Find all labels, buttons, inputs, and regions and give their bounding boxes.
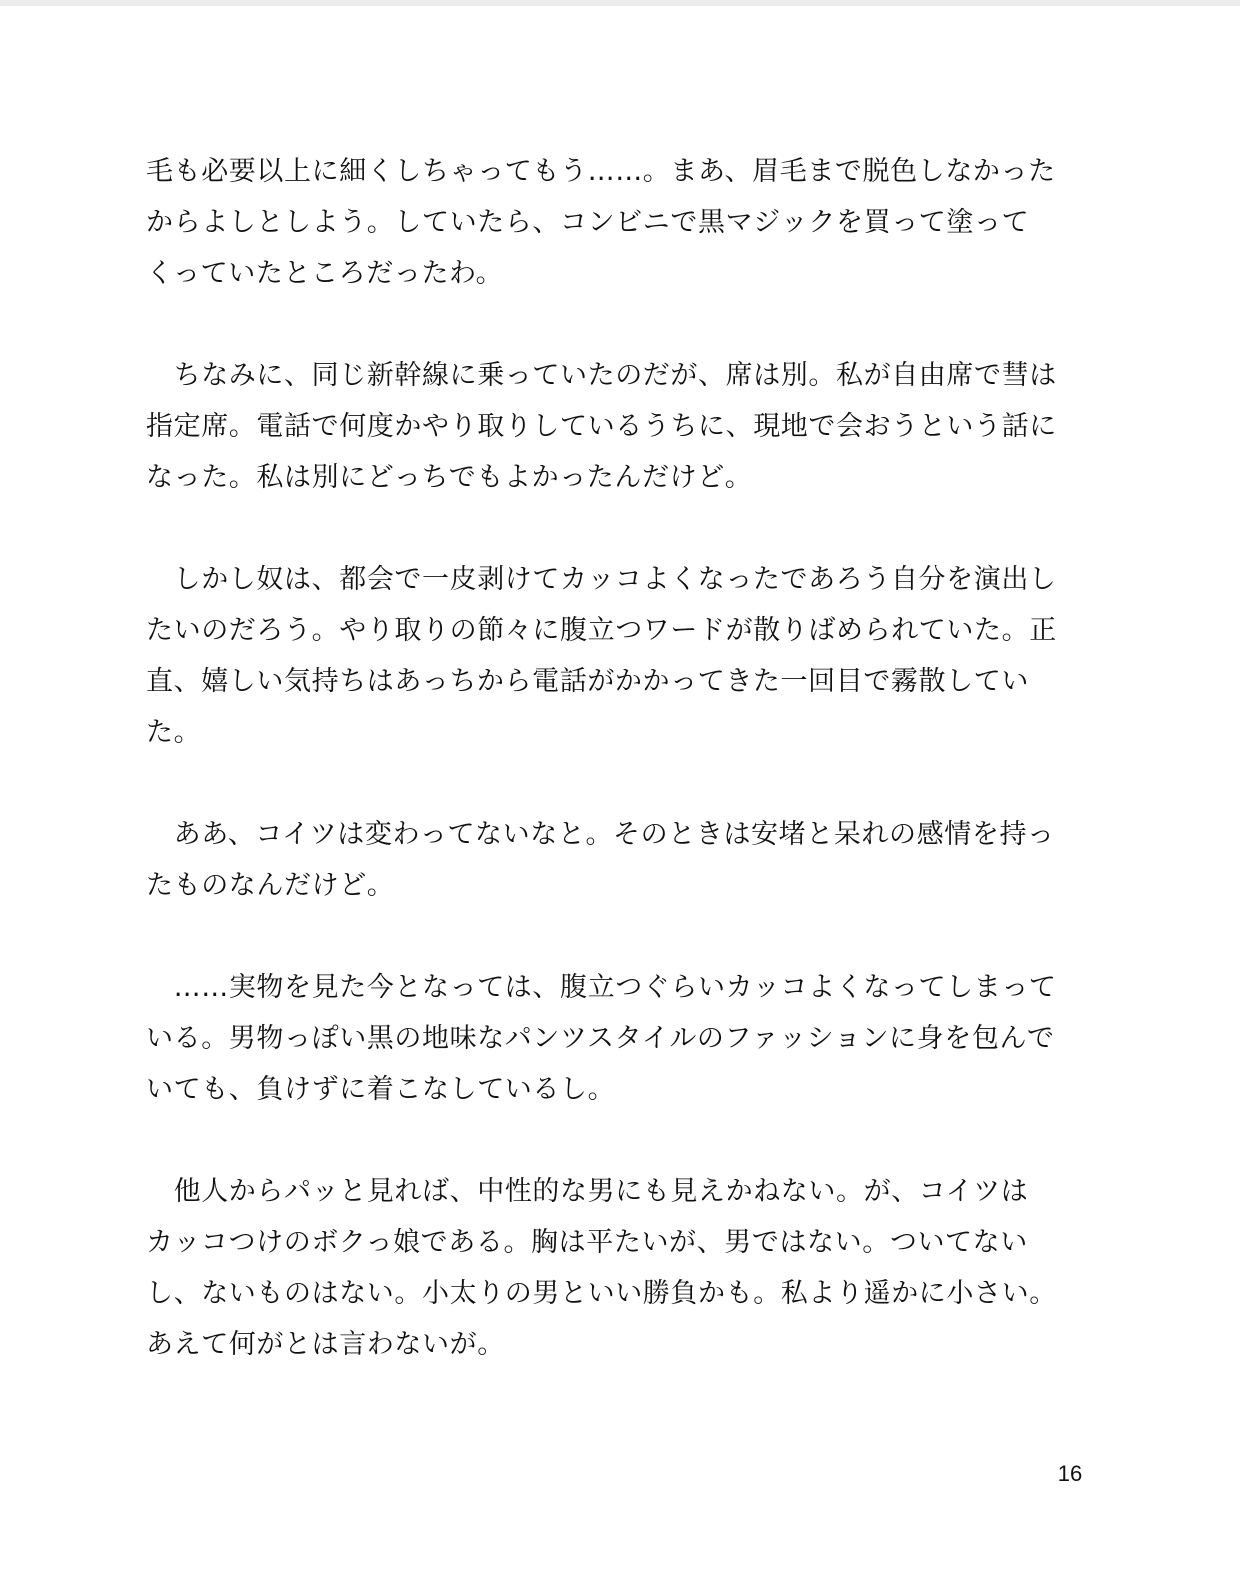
- paragraph: [146, 350, 1076, 503]
- paragraph-gap: [146, 299, 1076, 350]
- text-line: たいのだろう。やり取りの節々に腹立つワードが散りばめられていた。正: [146, 615, 1057, 646]
- paragraph: [146, 962, 1076, 1115]
- text-line: くっていたところだったわ。: [146, 258, 504, 289]
- paragraph: [146, 809, 1076, 911]
- text-line: し、ないものはない。小太りの男といい勝負かも。私より遥かに小さい。: [146, 1278, 1057, 1309]
- text-line: 指定席。電話で何度かやり取りしているうちに、現地で会おうという話に: [146, 411, 1057, 442]
- paragraph-gap: [146, 758, 1076, 809]
- text-line: ちなみに、同じ新幹線に乗っていたのだが、席は別。私が自由席で彗は: [146, 360, 1057, 391]
- page-body-text: [146, 146, 1076, 1370]
- text-line: あえて何がとは言わないが。: [146, 1329, 505, 1360]
- text-line: 他人からパッと見れば、中性的な男にも見えかねない。が、コイツは: [146, 1176, 1029, 1207]
- text-line: た。: [146, 717, 202, 748]
- paragraph: [146, 554, 1076, 758]
- text-line: しかし奴は、都会で一皮剥けてカッコよくなったであろう自分を演出し: [146, 564, 1057, 595]
- paragraph-gap: [146, 1115, 1076, 1166]
- text-line: 毛も必要以上に細くしちゃってもう……。まあ、眉毛まで脱色しなかった: [146, 156, 1056, 187]
- text-line: カッコつけのボクっ娘である。胸は平たいが、男ではない。ついてない: [146, 1227, 1028, 1258]
- text-line: からよしとしよう。していたら、コンビニで黒マジックを買って塗って: [146, 207, 1030, 238]
- paragraph: [146, 146, 1076, 299]
- paragraph-gap: [146, 503, 1076, 554]
- paragraph: [146, 1166, 1076, 1370]
- text-line: 直、嬉しい気持ちはあっちから電話がかかってきた一回目で霧散してい: [146, 666, 1029, 697]
- text-line: いる。男物っぽい黒の地味なパンツスタイルのファッションに身を包んで: [146, 1023, 1055, 1054]
- text-line: なった。私は別にどっちでもよかったんだけど。: [146, 462, 753, 493]
- paragraph-gap: [146, 911, 1076, 962]
- text-line: たものなんだけど。: [146, 870, 395, 901]
- text-line: ああ、コイツは変わってないなと。そのときは安堵と呆れの感情を持っ: [146, 819, 1055, 850]
- text-line: ……実物を見た今となっては、腹立つぐらいカッコよくなってしまって: [146, 972, 1057, 1003]
- page-number: 16: [1057, 1461, 1083, 1486]
- top-edge-rule: [0, 0, 1240, 6]
- text-line: いても、負けずに着こなしているし。: [146, 1074, 616, 1105]
